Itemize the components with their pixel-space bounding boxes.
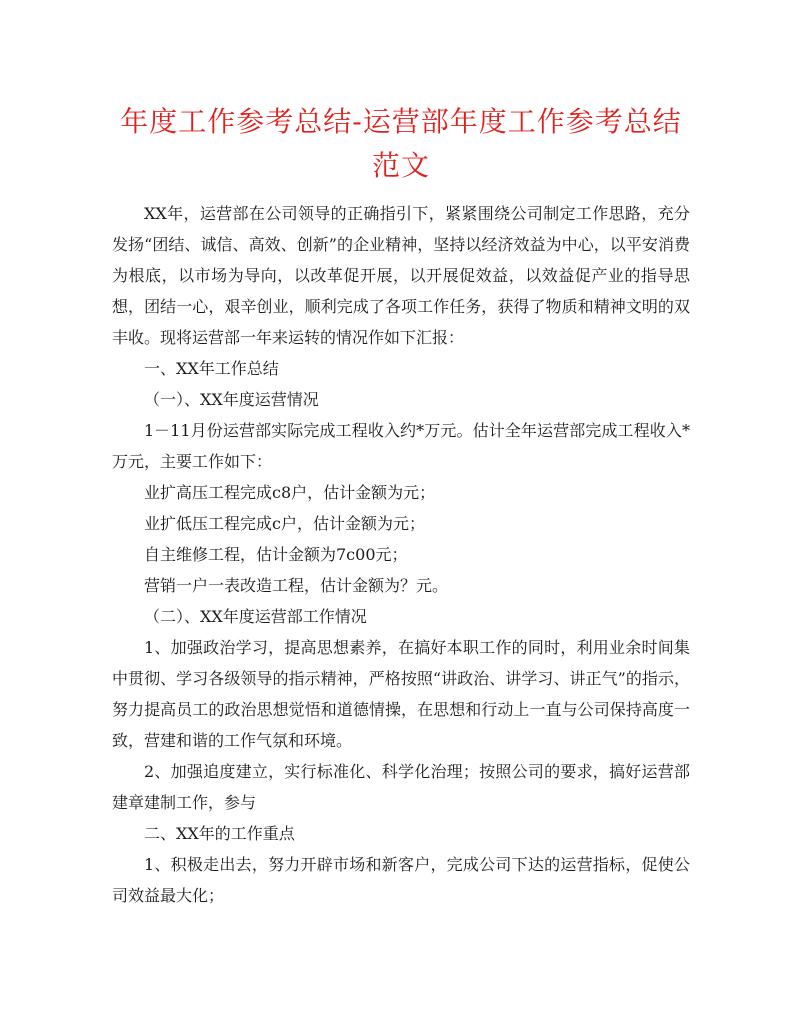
focus-paragraph-1: 1、积极走出去，努力开辟市场和新客户，完成公司下达的运营指标，促使公司效益最大化； xyxy=(112,855,690,905)
work-paragraph-1: 1、加强政治学习，提高思想素养，在搞好本职工作的同时，利用业余时间集中贯彻、学习各级领导的指示精神，严格按照“讲政治、讲学习、讲正气”的指示，努力提高员工的政治思想觉悟和道德情操，在思想和行动上一直与公司保持高度一致，营建和谐的工作气氛和环境。 xyxy=(112,638,690,750)
document-page xyxy=(112,100,690,911)
list-item: 自主维修工程，估计金额为7c00元； xyxy=(144,545,408,564)
section-heading-1: 一、XX年工作总结 xyxy=(144,359,279,378)
section-heading-2: 二、XX年的工作重点 xyxy=(144,824,295,843)
work-paragraph-2: 2、加强追度建立，实行标准化、科学化治理；按照公司的要求，搞好运营部建章建制工作，参与 xyxy=(112,762,690,812)
list-item: 业扩低压工程完成c户，估计金额为元； xyxy=(144,514,425,533)
intro-paragraph: XX年，运营部在公司领导的正确指引下，紧紧围绕公司制定工作思路，充分发扬“团结、诚信、高效、创新”的企业精神，坚持以经济效益为中心，以平安消费为根底，以市场为导向，以改革促开展，以开展促效益，以效益促产业的指导思想，团结一心，艰辛创业，顺利完成了各项工作任务，获得了物质和精神文明的双丰收。现将运营部一年来运转的情况作如下汇报： xyxy=(112,204,690,347)
list-item: 营销一户一表改造工程，估计金额为？元。 xyxy=(144,576,449,595)
subsection-heading-1: （一）、XX年度运营情况 xyxy=(144,390,319,409)
list-item: 业扩高压工程完成c8户，估计金额为元； xyxy=(144,483,436,502)
revenue-paragraph: 1－11月份运营部实际完成工程收入约*万元。估计全年运营部完成工程收入*万元，主要工作如下： xyxy=(112,421,690,471)
subsection-heading-2: （二）、XX年度运营部工作情况 xyxy=(144,607,367,626)
document-title: 年度工作参考总结-运营部年度工作参考总结范文 xyxy=(120,105,682,182)
